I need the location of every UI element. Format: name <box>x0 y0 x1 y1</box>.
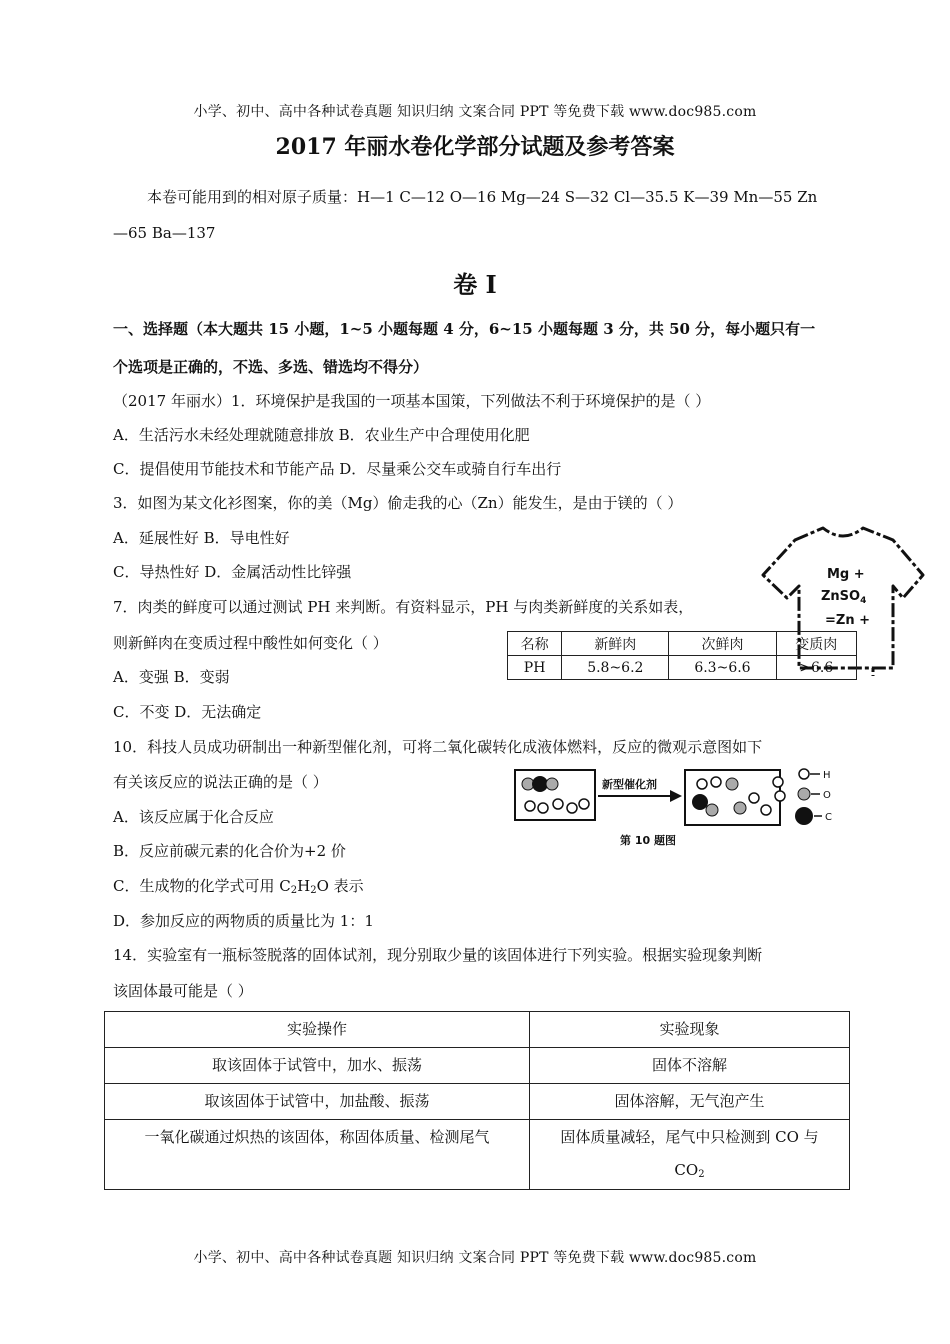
ph-table-cell: PH <box>508 656 562 680</box>
experiment-result-line-2: $CO_2$ <box>674 1161 705 1180</box>
section-heading-line-1: 一、选择题（本大题共 15 小题，1~5 小题每题 4 分，6~15 小题每题 3 分，共 50 分，每小题只有一 <box>113 320 816 338</box>
catalyst-label: 新型催化剂 <box>602 778 657 791</box>
q14-stem-line-1: 14．实验室有一瓶标签脱落的固体试剂，现分别取少量的该固体进行下列实验。根据实验现象判断 <box>113 946 763 964</box>
page-header: 小学、初中、高中各种试卷真题 知识归纳 文案合同 PPT 等免费下载 www.doc985.com <box>193 104 757 120</box>
experiment-table-row <box>105 1120 850 1190</box>
legend-h: H <box>823 770 831 781</box>
q7-stem-line-1: 7．肉类的鲜度可以通过测试 PH 来判断。有资料显示，PH 与肉类新鲜度的关系如表， <box>113 598 694 616</box>
volume-title: 卷 I <box>453 270 497 299</box>
q7-options-row-2: C．不变 D．无法确定 <box>113 703 262 721</box>
legend-o: O <box>823 790 831 801</box>
ph-table-cell: 5.8~6.2 <box>562 656 669 680</box>
page-title: 2017 年丽水卷化学部分试题及参考答案 <box>275 134 675 160</box>
experiment-table-row <box>105 1048 850 1084</box>
tshirt-text-line-2: ZnSO <box>821 589 861 604</box>
ph-table-cell: >6.6 <box>776 656 856 680</box>
q10-option-c: C．生成物的化学式可用 $C_2H_2O$ 表示 <box>113 877 364 896</box>
ph-table <box>507 631 857 680</box>
q10-option-b: B．反应前碳元素的化合价为+2 价 <box>113 842 346 860</box>
q1-options-row-1: A．生活污水未经处理就随意排放 B．农业生产中合理使用化肥 <box>113 426 530 444</box>
ph-table-row <box>508 656 857 680</box>
section-heading-line-2: 个选项是正确的，不选、多选、错选均不得分） <box>113 358 429 376</box>
experiment-table-cell-multiline <box>530 1120 850 1190</box>
experiment-table-cell: 一氧化碳通过炽热的该固体，称固体质量、检测尾气 <box>105 1120 530 1190</box>
experiment-table-cell: 固体溶解，无气泡产生 <box>530 1084 850 1120</box>
reaction-diagram <box>510 762 840 852</box>
experiment-table-cell: 取该固体于试管中，加水、振荡 <box>105 1048 530 1084</box>
q10-stem-line-1: 10．科技人员成功研制出一种新型催化剂，可将二氧化碳转化成液体燃料，反应的微观示意图如下 <box>113 738 763 756</box>
experiment-table-header-cell: 实验现象 <box>530 1012 850 1048</box>
experiment-table-cell: 取该固体于试管中，加盐酸、振荡 <box>105 1084 530 1120</box>
q14-stem-line-2: 该固体最可能是（ ） <box>113 982 253 1000</box>
tshirt-text-line-2-sub: 4 <box>860 596 867 606</box>
ph-table-header-cell: 变质肉 <box>776 632 856 656</box>
q10-stem-line-2: 有关该反应的说法正确的是（ ） <box>113 773 328 791</box>
intro-line-2: —65 Ba—137 <box>113 224 216 242</box>
q3-options-row-1: A．延展性好 B．导电性好 <box>113 529 290 547</box>
svg-text:ZnSO4 <box>821 589 866 606</box>
q7-options-row-1: A．变强 B．变弱 <box>113 668 230 686</box>
tshirt-text-line-3: =Zn + <box>825 613 870 628</box>
experiment-table-cell: 固体不溶解 <box>530 1048 850 1084</box>
intro-line-1: 本卷可能用到的相对原子质量：H—1 C—12 O—16 Mg—24 S—32 Cl—35.5 K—39 Mn—55 Zn <box>147 188 818 206</box>
experiment-table-row <box>105 1084 850 1120</box>
q3-stem: 3．如图为某文化衫图案，你的美（Mg）偷走我的心（Zn）能发生，是由于镁的（ ） <box>113 494 683 512</box>
figure-caption: 第 10 题图 <box>620 834 676 847</box>
experiment-table <box>104 1011 850 1190</box>
ph-table-header-cell: 次鲜肉 <box>669 632 776 656</box>
q1-stem: （2017 年丽水）1．环境保护是我国的一项基本国策，下列做法不利于环境保护的是（ ） <box>113 392 711 410</box>
experiment-table-header-row <box>105 1012 850 1048</box>
q7-stem-line-2: 则新鲜肉在变质过程中酸性如何变化（ ） <box>113 634 388 652</box>
experiment-table-header-cell: 实验操作 <box>105 1012 530 1048</box>
q3-options-row-2: C．导热性好 D．金属活动性比锌强 <box>113 563 352 581</box>
q10-option-d: D．参加反应的两物质的质量比为 1：1 <box>113 912 374 930</box>
ph-table-header-cell: 新鲜肉 <box>562 632 669 656</box>
experiment-result-line-1: 固体质量减轻，尾气中只检测到 CO 与 <box>560 1128 819 1146</box>
q1-options-row-2: C．提倡使用节能技术和节能产品 D．尽量乘公交车或骑自行车出行 <box>113 460 562 478</box>
page-footer: 小学、初中、高中各种试卷真题 知识归纳 文案合同 PPT 等免费下载 www.doc985.com <box>193 1250 757 1266</box>
q10-option-a: A．该反应属于化合反应 <box>113 808 274 826</box>
ph-table-cell: 6.3~6.6 <box>669 656 776 680</box>
legend-c: C <box>825 812 832 823</box>
ph-table-header-cell: 名称 <box>508 632 562 656</box>
tshirt-text-line-1: Mg + <box>827 567 865 582</box>
ph-table-header-row <box>508 632 857 656</box>
